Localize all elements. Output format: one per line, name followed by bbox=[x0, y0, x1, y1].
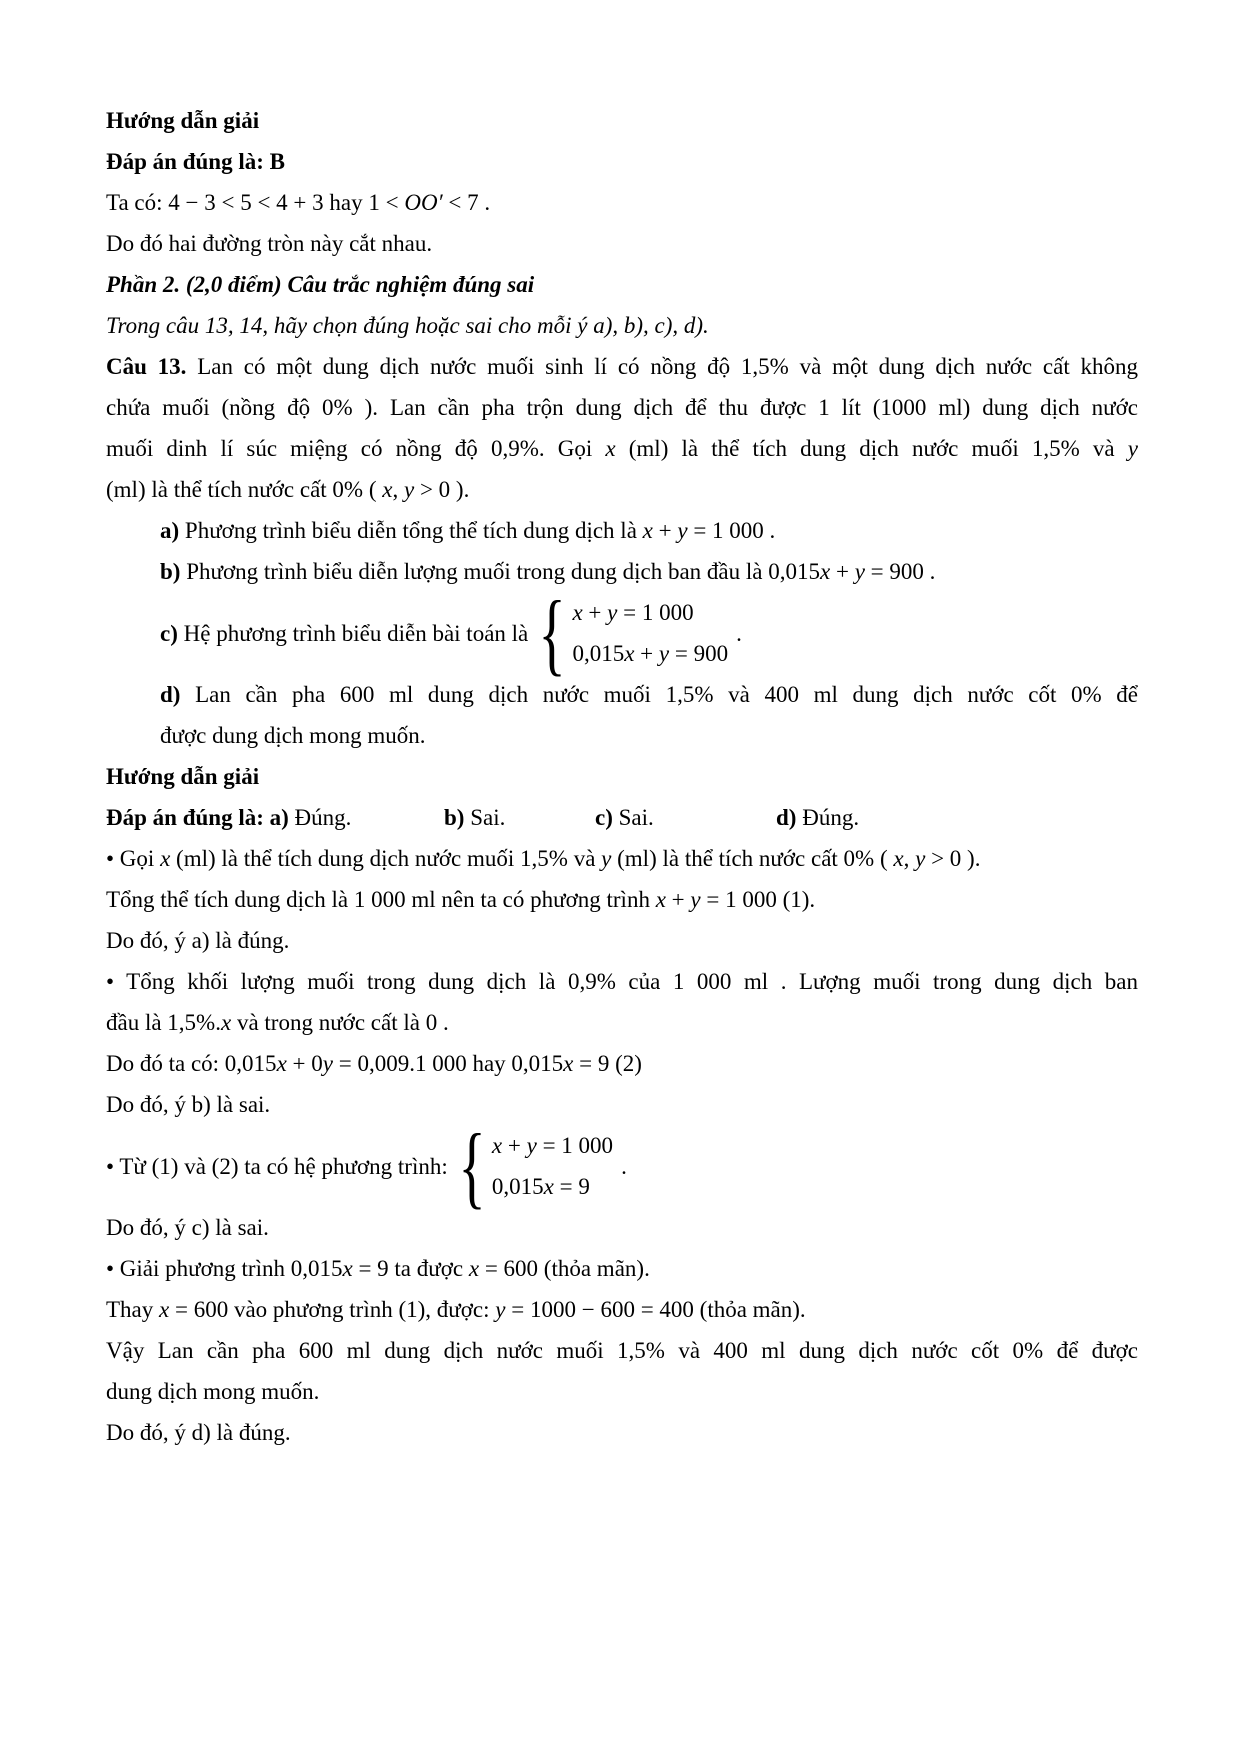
item-d-line-2 bbox=[106, 715, 1138, 756]
text-run: d) bbox=[776, 805, 797, 830]
text-run: y bbox=[607, 600, 618, 625]
left-brace-icon: { bbox=[458, 1115, 486, 1217]
text-run: x bbox=[220, 1010, 232, 1035]
text-run: + bbox=[665, 887, 691, 912]
text-run: x bbox=[655, 887, 666, 912]
line-do-do-ta-co bbox=[106, 1043, 1138, 1084]
text-run: Sai. bbox=[464, 805, 506, 830]
text-run: , bbox=[903, 846, 916, 871]
system-equations bbox=[572, 592, 728, 674]
text-run: Hướng dẫn giải bbox=[106, 764, 260, 789]
text-run: 0,015 bbox=[491, 1174, 544, 1199]
text-run: + 0 bbox=[286, 1051, 323, 1076]
text-run: y bbox=[403, 477, 415, 502]
line-y-c-sai bbox=[106, 1207, 1138, 1248]
text-run: Do đó, ý c) là sai. bbox=[106, 1215, 269, 1240]
text-run: y bbox=[915, 846, 926, 871]
text-run: = 1 000 (1). bbox=[700, 887, 816, 912]
text-run: y bbox=[1127, 436, 1139, 461]
text-run: đầu là 1,5%. bbox=[106, 1010, 221, 1035]
text-run: dung dịch mong muốn. bbox=[106, 1379, 320, 1404]
text-run: y bbox=[677, 518, 688, 543]
text-run: Do đó hai đường tròn này cắt nhau. bbox=[106, 231, 433, 256]
text-run: Tổng thể tích dung dịch là 1 000 ml nên ta có phương trình bbox=[106, 887, 656, 912]
text-run: = 1 000 bbox=[536, 1133, 614, 1158]
item-b bbox=[106, 551, 1138, 592]
text-run: (ml) là thể tích nước cất 0% ( bbox=[106, 477, 383, 502]
text-run: x bbox=[159, 1297, 170, 1322]
text-run: b) bbox=[160, 559, 181, 584]
text-run: y bbox=[854, 559, 865, 584]
equation-line bbox=[572, 633, 728, 674]
cau13-line-1 bbox=[106, 346, 1138, 387]
text-run: 0,015 bbox=[572, 641, 625, 666]
line-y-a-dung bbox=[106, 920, 1138, 961]
text-run: . bbox=[478, 190, 491, 215]
text-run: c) bbox=[160, 620, 178, 646]
text-run: y bbox=[690, 887, 701, 912]
text-run: Do đó ta có: 0,015 bbox=[106, 1051, 277, 1076]
heading-solution-guide-1 bbox=[106, 100, 1138, 141]
text-run: x bbox=[160, 846, 171, 871]
line-conclusion-circles bbox=[106, 223, 1138, 264]
text-run: Phần 2. (2,0 điểm) Câu trắc nghiệm đúng sai bbox=[106, 272, 535, 297]
text-run: x bbox=[382, 477, 393, 502]
line-ta-co bbox=[106, 182, 1138, 223]
heading-solution-guide-2 bbox=[106, 756, 1138, 797]
text-run: = 1 000 . bbox=[687, 518, 776, 543]
text-run: • Từ (1) và (2) ta có hệ phương trình: bbox=[106, 1153, 448, 1179]
text-run: d) bbox=[160, 682, 181, 707]
text-run: + bbox=[634, 641, 659, 666]
text-run: y bbox=[658, 641, 670, 666]
bullet-goi-xy bbox=[106, 838, 1138, 879]
text-run: Đúng. bbox=[288, 805, 352, 830]
text-run: y bbox=[322, 1051, 333, 1076]
text-run: + bbox=[502, 1133, 527, 1158]
text-run: Đúng. bbox=[796, 805, 860, 830]
system-period: . bbox=[621, 1153, 627, 1179]
text-run: = 900 . bbox=[864, 559, 936, 584]
bullet-he-phuong-trinh-system bbox=[106, 1115, 1138, 1217]
item-a bbox=[106, 510, 1138, 551]
text-run: Lan có một dung dịch nước muối sinh lí có nồng độ 1,5% và một dung dịch nước cất không bbox=[186, 354, 1138, 379]
text-run: Thay bbox=[106, 1297, 160, 1322]
text-run: = 600 vào phương trình (1), được: bbox=[169, 1297, 496, 1322]
text-run: x bbox=[819, 559, 831, 584]
text-run: • Giải phương trình 0,015 bbox=[106, 1256, 343, 1281]
text-run: a) bbox=[160, 518, 180, 543]
text-run: Đáp án đúng là: B bbox=[106, 149, 285, 174]
text-run: Đáp án đúng là: a) bbox=[106, 805, 289, 830]
system-equations bbox=[492, 1125, 613, 1207]
text-run: x bbox=[572, 600, 583, 625]
text-run: x bbox=[563, 1051, 574, 1076]
text-run: x bbox=[624, 641, 635, 666]
text-run: x bbox=[543, 1174, 554, 1199]
text-run: < 7 bbox=[442, 190, 479, 215]
system-period: . bbox=[736, 620, 742, 646]
text-run: Câu 13. bbox=[106, 354, 187, 379]
text-run: • Tổng khối lượng muối trong dung dịch là 0,9% của 1 000 ml . Lượng muối trong dung dịch ban bbox=[106, 969, 1138, 994]
text-run: = 1000 − 600 = 400 (thỏa mãn). bbox=[505, 1297, 806, 1322]
text-run: Phương trình biểu diễn tổng thể tích dung dịch là bbox=[179, 518, 643, 543]
line-instruction bbox=[106, 305, 1138, 346]
text-run: Phương trình biểu diễn lượng muối trong dung dịch ban đầu là 0,015 bbox=[180, 559, 820, 584]
bullet-giai-phuong-trinh bbox=[106, 1248, 1138, 1289]
text-run: = 9 (2) bbox=[573, 1051, 642, 1076]
answer-summary bbox=[106, 797, 1138, 838]
text-run: y bbox=[495, 1297, 506, 1322]
text-run: Trong câu 13, 14, hãy chọn đúng hoặc sai cho mỗi ý a), b), c), d). bbox=[106, 313, 709, 338]
text-run: c) bbox=[595, 805, 613, 830]
text-run: + bbox=[582, 600, 608, 625]
item-d-line-1 bbox=[106, 674, 1138, 715]
text-run: Ta có: bbox=[106, 190, 169, 215]
text-run: muối dinh lí súc miệng có nồng độ 0,9%. Gọi bbox=[106, 436, 606, 461]
text-run: x bbox=[276, 1051, 287, 1076]
cau13-line-3 bbox=[106, 428, 1138, 469]
text-run: 4 − 3 < 5 < 4 + 3 bbox=[168, 190, 324, 215]
line-y-d-dung bbox=[106, 1412, 1138, 1453]
equation-system bbox=[528, 582, 729, 684]
text-run: x bbox=[468, 1256, 480, 1281]
text-run: , bbox=[392, 477, 404, 502]
line-thay-x bbox=[106, 1289, 1138, 1330]
text-run: + bbox=[830, 559, 855, 584]
text-run: b) bbox=[444, 805, 465, 830]
text-run: Vậy Lan cần pha 600 ml dung dịch nước muối 1,5% và 400 ml dung dịch nước cốt 0% để được bbox=[106, 1338, 1138, 1363]
equation-line bbox=[492, 1166, 613, 1207]
text-run: = 600 (thỏa mãn). bbox=[479, 1256, 650, 1281]
text-run: Hướng dẫn giải bbox=[106, 108, 260, 133]
text-run: + bbox=[652, 518, 678, 543]
text-run: x bbox=[605, 436, 616, 461]
text-run: x bbox=[342, 1256, 353, 1281]
answer-cell bbox=[776, 797, 1138, 838]
system-lead-text bbox=[106, 1146, 448, 1187]
text-run: y bbox=[526, 1133, 537, 1158]
text-run: = 1 000 bbox=[617, 600, 694, 625]
text-run: Do đó, ý a) là đúng. bbox=[106, 928, 290, 953]
text-run: x bbox=[642, 518, 653, 543]
cau13-line-2 bbox=[106, 387, 1138, 428]
equation-system bbox=[448, 1115, 614, 1217]
text-run: Do đó, ý d) là đúng. bbox=[106, 1420, 291, 1445]
bullet-tong-khoi-luong-1 bbox=[106, 961, 1138, 1002]
line-vay-lan-1 bbox=[106, 1330, 1138, 1371]
answer-cell bbox=[444, 797, 595, 838]
text-run: Hệ phương trình biểu diễn bài toán là bbox=[177, 620, 529, 646]
line-y-b-sai bbox=[106, 1084, 1138, 1125]
cau13-line-4 bbox=[106, 469, 1138, 510]
answer-correct-b bbox=[106, 141, 1138, 182]
left-brace-icon: { bbox=[538, 582, 567, 684]
text-run: = 9 ta được bbox=[352, 1256, 469, 1281]
text-run: y bbox=[601, 846, 612, 871]
document-content bbox=[106, 100, 1138, 1453]
text-run: = 900 bbox=[669, 641, 729, 666]
text-run: chứa muối (nồng độ 0% ). Lan cần pha trộn dung dịch để thu được 1 lít (1000 ml) dung dịch nước bbox=[106, 395, 1138, 420]
answer-cell bbox=[106, 797, 444, 838]
text-run: Do đó, ý b) là sai. bbox=[106, 1092, 271, 1117]
text-run: (ml) là thể tích nước cất 0% ( bbox=[611, 846, 894, 871]
bullet-tong-khoi-luong-2 bbox=[106, 1002, 1138, 1043]
text-run: > 0 ). bbox=[925, 846, 981, 871]
item-c-system bbox=[106, 582, 1138, 684]
heading-part-2 bbox=[106, 264, 1138, 305]
text-run: (ml) là thể tích dung dịch nước muối 1,5% và bbox=[170, 846, 602, 871]
text-run: x bbox=[491, 1133, 503, 1158]
equation-line bbox=[572, 592, 728, 633]
text-run: (ml) là thể tích dung dịch nước muối 1,5% và bbox=[615, 436, 1128, 461]
text-run: 1 < bbox=[368, 190, 405, 215]
text-run: x bbox=[893, 846, 904, 871]
text-run: • Gọi bbox=[106, 846, 161, 871]
text-run: Lan cần pha 600 ml dung dịch nước muối 1,5% và 400 ml dung dịch nước cốt 0% để bbox=[180, 682, 1138, 707]
line-vay-lan-2 bbox=[106, 1371, 1138, 1412]
text-run: Sai. bbox=[612, 805, 654, 830]
line-tong-the-tich bbox=[106, 879, 1138, 920]
text-run: > 0 ). bbox=[414, 477, 470, 502]
text-run: = 9 bbox=[553, 1174, 590, 1199]
answer-cell bbox=[595, 797, 776, 838]
text-run: được dung dịch mong muốn. bbox=[160, 723, 426, 748]
text-run: hay bbox=[323, 190, 369, 215]
text-run: và trong nước cất là 0 . bbox=[231, 1010, 449, 1035]
text-run: OO′ bbox=[404, 190, 443, 215]
equation-line bbox=[492, 1125, 613, 1166]
system-lead-text bbox=[160, 613, 528, 654]
text-run: = 0,009.1 000 hay 0,015 bbox=[332, 1051, 564, 1076]
